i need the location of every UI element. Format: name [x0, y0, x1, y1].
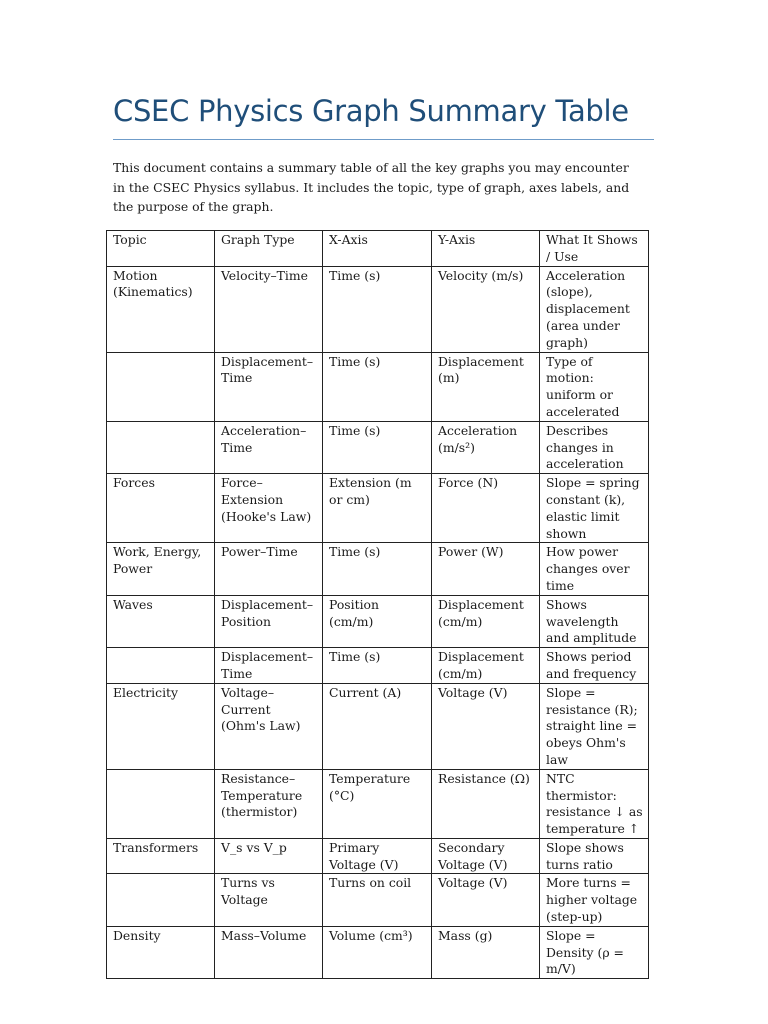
- cell-what-it-shows: Slope = Density (ρ = m/V): [540, 926, 649, 978]
- cell-x-axis: Time (s): [323, 266, 432, 352]
- cell-y-axis: Mass (g): [432, 926, 540, 978]
- cell-graph-type: V_s vs V_p: [215, 838, 323, 874]
- cell-graph-type: Power–Time: [215, 543, 323, 595]
- cell-x-axis: Turns on coil: [323, 874, 432, 926]
- header-x-axis: X-Axis: [323, 231, 432, 267]
- cell-topic: [107, 421, 215, 473]
- cell-y-axis: Acceleration (m/s²): [432, 421, 540, 473]
- cell-x-axis: Primary Voltage (V): [323, 838, 432, 874]
- table-row: [107, 838, 649, 874]
- cell-graph-type: Resistance–Temperature (thermistor): [215, 769, 323, 838]
- cell-graph-type: Voltage–Current (Ohm's Law): [215, 683, 323, 769]
- header-what-it-shows: What It Shows / Use: [540, 231, 649, 267]
- cell-y-axis: Power (W): [432, 543, 540, 595]
- header-y-axis: Y-Axis: [432, 231, 540, 267]
- cell-y-axis: Displacement (cm/m): [432, 648, 540, 684]
- cell-x-axis: Time (s): [323, 421, 432, 473]
- table-row: [107, 595, 649, 647]
- table-row: [107, 926, 649, 978]
- cell-topic: Motion (Kinematics): [107, 266, 215, 352]
- cell-graph-type: Mass–Volume: [215, 926, 323, 978]
- cell-x-axis: Time (s): [323, 648, 432, 684]
- cell-what-it-shows: Slope = resistance (R); straight line = obeys Ohm's law: [540, 683, 649, 769]
- cell-what-it-shows: Shows wavelength and amplitude: [540, 595, 649, 647]
- cell-topic: [107, 648, 215, 684]
- cell-y-axis: Voltage (V): [432, 683, 540, 769]
- cell-graph-type: Displacement–Position: [215, 595, 323, 647]
- cell-what-it-shows: Shows period and frequency: [540, 648, 649, 684]
- intro-paragraph: This document contains a summary table of all the key graphs you may encounter in the CSEC Physics syllabus. It includes the topic, type of graph, axes labels, and the purpose of the graph.: [113, 160, 630, 214]
- cell-topic: [107, 874, 215, 926]
- cell-graph-type: Displacement–Time: [215, 648, 323, 684]
- table-row: [107, 683, 649, 769]
- cell-y-axis: Displacement (m): [432, 352, 540, 421]
- table-row: [107, 474, 649, 543]
- cell-x-axis: Position (cm/m): [323, 595, 432, 647]
- cell-what-it-shows: How power changes over time: [540, 543, 649, 595]
- cell-y-axis: Displacement (cm/m): [432, 595, 540, 647]
- cell-x-axis: Current (A): [323, 683, 432, 769]
- cell-topic: [107, 769, 215, 838]
- table-row: [107, 543, 649, 595]
- cell-y-axis: Resistance (Ω): [432, 769, 540, 838]
- cell-y-axis: Velocity (m/s): [432, 266, 540, 352]
- table-row: [107, 769, 649, 838]
- cell-what-it-shows: Slope shows turns ratio: [540, 838, 649, 874]
- table-row: [107, 874, 649, 926]
- cell-graph-type: Force–Extension (Hooke's Law): [215, 474, 323, 543]
- cell-topic: Work, Energy, Power: [107, 543, 215, 595]
- cell-what-it-shows: More turns = higher voltage (step-up): [540, 874, 649, 926]
- header-topic: Topic: [107, 231, 215, 267]
- cell-topic: [107, 352, 215, 421]
- cell-topic: Density: [107, 926, 215, 978]
- cell-x-axis: Time (s): [323, 543, 432, 595]
- cell-what-it-shows: Type of motion: uniform or accelerated: [540, 352, 649, 421]
- cell-topic: Transformers: [107, 838, 215, 874]
- title-underline: [113, 139, 654, 140]
- table-row: [107, 266, 649, 352]
- cell-topic: Forces: [107, 474, 215, 543]
- table-row: [107, 648, 649, 684]
- table-row: [107, 352, 649, 421]
- table-row: [107, 421, 649, 473]
- graph-summary-table: [106, 230, 649, 979]
- cell-graph-type: Velocity–Time: [215, 266, 323, 352]
- cell-y-axis: Secondary Voltage (V): [432, 838, 540, 874]
- cell-x-axis: Extension (m or cm): [323, 474, 432, 543]
- cell-what-it-shows: Acceleration (slope), displacement (area under graph): [540, 266, 649, 352]
- cell-y-axis: Voltage (V): [432, 874, 540, 926]
- cell-what-it-shows: NTC thermistor: resistance ↓ as temperature ↑: [540, 769, 649, 838]
- cell-what-it-shows: Slope = spring constant (k), elastic limit shown: [540, 474, 649, 543]
- cell-what-it-shows: Describes changes in acceleration: [540, 421, 649, 473]
- cell-topic: Electricity: [107, 683, 215, 769]
- table-header-row: [107, 231, 649, 267]
- cell-graph-type: Turns vs Voltage: [215, 874, 323, 926]
- cell-y-axis: Force (N): [432, 474, 540, 543]
- cell-x-axis: Volume (cm³): [323, 926, 432, 978]
- cell-x-axis: Time (s): [323, 352, 432, 421]
- header-graph-type: Graph Type: [215, 231, 323, 267]
- document-title: CSEC Physics Graph Summary Table: [113, 94, 629, 128]
- cell-graph-type: Displacement–Time: [215, 352, 323, 421]
- cell-graph-type: Acceleration–Time: [215, 421, 323, 473]
- cell-x-axis: Temperature (°C): [323, 769, 432, 838]
- cell-topic: Waves: [107, 595, 215, 647]
